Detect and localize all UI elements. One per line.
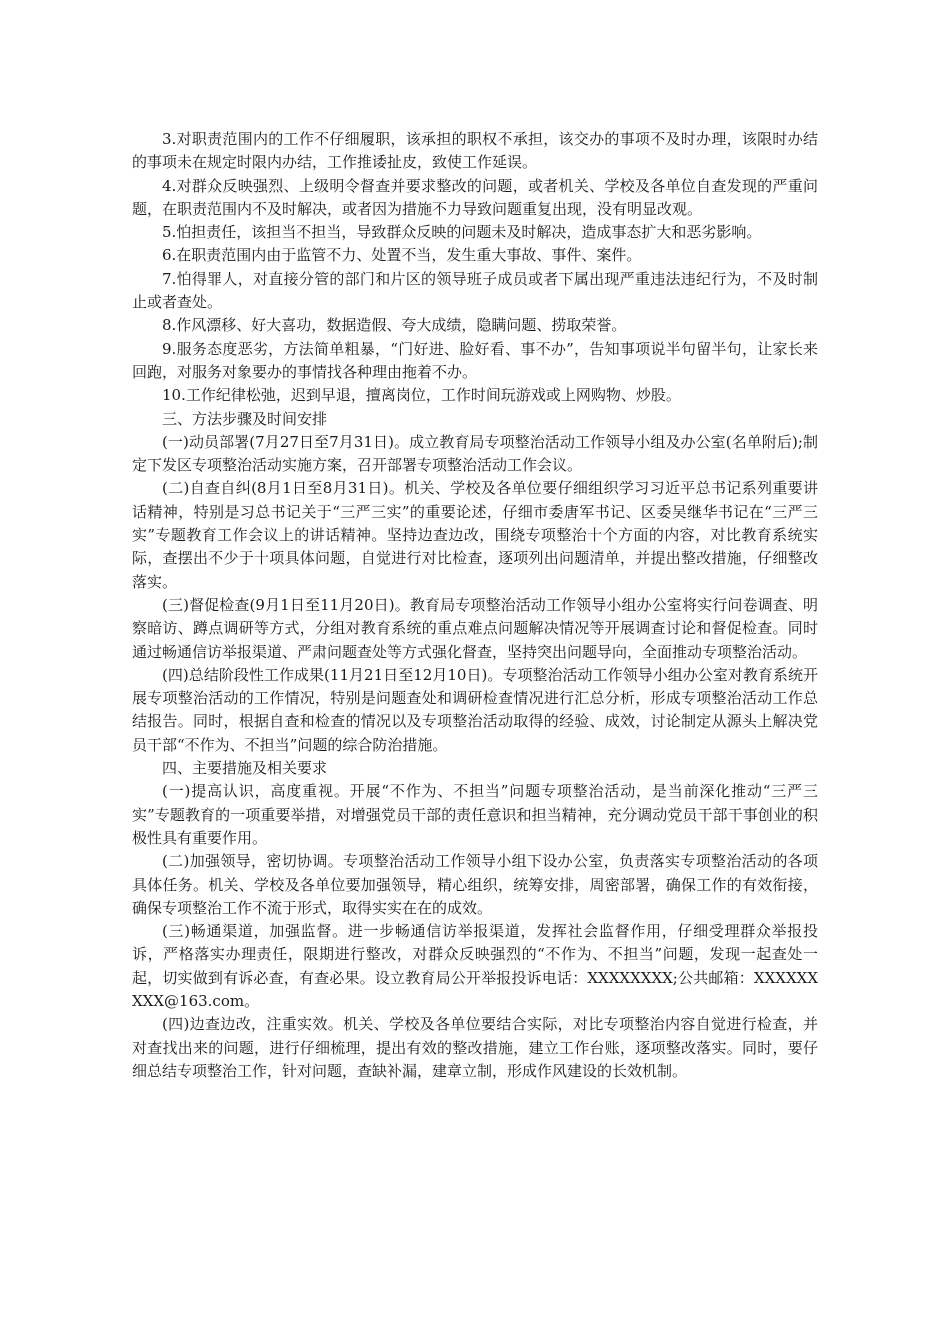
paragraph-step-3: (三)督促检查(9月1日至11月20日)。教育局专项整治活动工作领导小组办公室将实行问卷调查、明察暗访、蹲点调研等方式，分组对教育系统的重点难点问题解决情况等开展调查讨论和督促检查。同时通过畅通信访举报渠道、严肃问题查处等方式强化督查，坚持突出问题导向，全面推动专项整治活动。 xyxy=(132,595,818,661)
paragraph-item-5: 5.怕担责任，该担当不担当，导致群众反映的问题未及时解决，造成事态扩大和恶劣影响。 xyxy=(162,223,762,242)
section-heading-3: 三、方法步骤及时间安排 xyxy=(162,409,328,428)
paragraph-item-10: 10.工作纪律松弛，迟到早退，擅离岗位，工作时间玩游戏或上网购物、炒股。 xyxy=(162,386,681,405)
paragraph-item-9: 9.服务态度恶劣，方法简单粗暴，“门好进、脸好看、事不办”，告知事项说半句留半句，让家长来回跑，对服务对象要办的事情找各种理由拖着不办。 xyxy=(132,339,818,381)
paragraph-item-7: 7.怕得罪人，对直接分管的部门和片区的领导班子成员或者下属出现严重违法违纪行为，不及时制止或者查处。 xyxy=(132,269,818,312)
paragraph-measure-3: (三)畅通渠道，加强监督。进一步畅通信访举报渠道，发挥社会监督作用，仔细受理群众举报投诉，严格落实办理责任，限期进行整改，对群众反映强烈的“不作为、不担当”问题，发现一起查处一起，切实做到有诉必查，有查必果。设立教育局公开举报投诉电话：XXXXXXXX;公共邮箱：XXXXXXXXX@163.com。 xyxy=(132,922,818,1010)
paragraph-step-1: (一)动员部署(7月27日至7月31日)。成立教育局专项整治活动工作领导小组及办公室(名单附后);制定下发区专项整治活动实施方案，召开部署专项整治活动工作会议。 xyxy=(132,432,818,475)
paragraph-measure-2: (二)加强领导，密切协调。专项整治活动工作领导小组下设办公室，负责落实专项整治活动的各项具体任务。机关、学校及各单位要加强领导，精心组织，统筹安排，周密部署，确保工作的有效衔接，确保专项整治工作不流于形式，取得实实在在的成效。 xyxy=(132,852,818,917)
paragraph-step-2: (二)自查自纠(8月1日至8月31日)。机关、学校及各单位要仔细组织学习习近平总书记系列重要讲话精神，特别是习总书记关于“三严三实”的重要论述，仔细市委唐军书记、区委吴继华书记在“三严三实”专题教育工作会议上的讲话精神。坚持边查边改，围绕专项整治十个方面的内容，对比教育系统实际，查摆出不少于十项具体问题，自觉进行对比检查，逐项列出问题清单，并提出整改措施，仔细整改落实。 xyxy=(132,479,818,591)
paragraph-step-4: (四)总结阶段性工作成果(11月21日至12月10日)。专项整治活动工作领导小组办公室对教育系统开展专项整治活动的工作情况，特别是问题查处和调研检查情况进行汇总分析，形成专项整治活动工作总结报告。同时，根据自查和检查的情况以及专项整治活动取得的经验、成效，讨论制定从源头上解决党员干部“不作为、不担当”问题的综合防治措施。 xyxy=(132,665,818,754)
paragraph-measure-4: (四)边查边改，注重实效。机关、学校及各单位要结合实际，对比专项整治内容自觉进行检查，并对查找出来的问题，进行仔细梳理，提出有效的整改措施，建立工作台账，逐项整改落实。同时，要仔细总结专项整治工作，针对问题，查缺补漏，建章立制，形成作风建设的长效机制。 xyxy=(132,1015,818,1080)
section-heading-4: 四、主要措施及相关要求 xyxy=(162,759,328,778)
paragraph-item-6: 6.在职责范围内由于监管不力、处置不当，发生重大事故、事件、案件。 xyxy=(162,246,642,265)
paragraph-item-3: 3.对职责范围内的工作不仔细履职，该承担的职权不承担，该交办的事项不及时办理，该限时办结的事项未在规定时限内办结，工作推诿扯皮，致使工作延误。 xyxy=(132,130,818,172)
paragraph-item-8: 8.作风漂移、好大喜功，数据造假、夸大成绩，隐瞒问题、捞取荣誉。 xyxy=(162,316,627,335)
paragraph-item-4: 4.对群众反映强烈、上级明令督查并要求整改的问题，或者机关、学校及各单位自查发现的严重问题，在职责范围内不及时解决，或者因为措施不力导致问题重复出现，没有明显改观。 xyxy=(132,176,818,218)
paragraph-measure-1: (一)提高认识，高度重视。开展“不作为、不担当”问题专项整治活动，是当前深化推动“三严三实”专题教育的一项重要举措，对增强党员干部的责任意识和担当精神，充分调动党员干部干事创业的积极性具有重要作用。 xyxy=(132,782,818,847)
document-body xyxy=(132,128,818,1083)
